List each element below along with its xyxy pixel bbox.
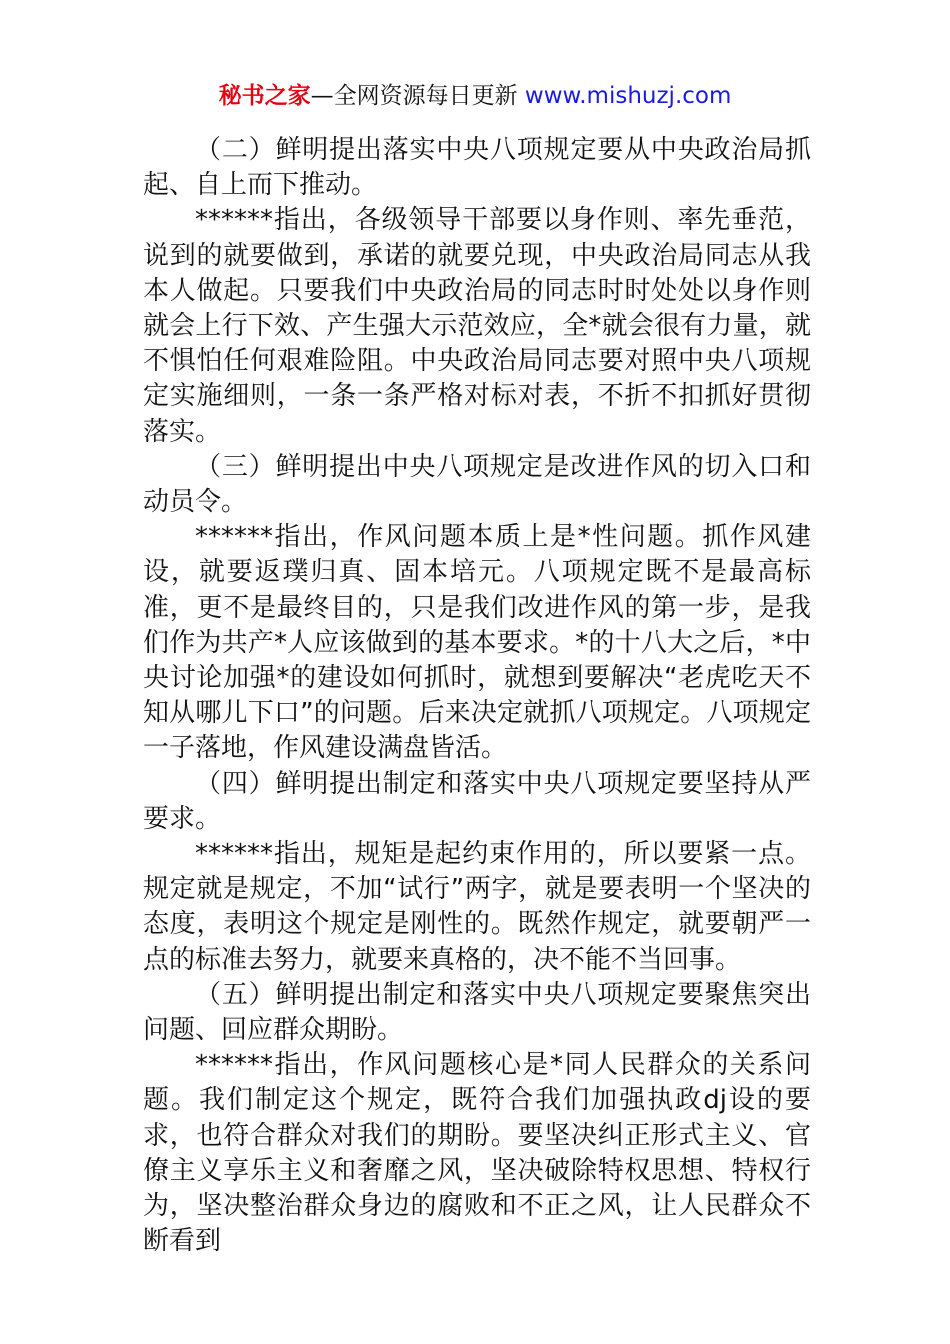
- site-url[interactable]: www.mishuzj.com: [524, 83, 732, 109]
- paragraph-heading-5: （五）鲜明提出制定和落实中央八项规定要聚焦突出问题、回应群众期盼。: [143, 979, 811, 1046]
- brand-name: 秘书之家: [218, 83, 311, 109]
- header-slogan: 全网资源每日更新: [333, 83, 525, 109]
- paragraph-body-2: ******指出，各级领导干部要以身作则、率先垂范，说到的就要做到，承诺的就要兑现，中央政治局同志从我本人做起。只要我们中央政治局的同志时时处处以身作则就会上行下效、产生强大示范效应，全*就会很有力量，就不惧怕任何艰难险阻。中央政治局同志要对照中央八项规定实施细则，一条一条严格对标对表，不折不扣抓好贯彻落实。: [143, 205, 811, 447]
- document-body: [143, 133, 811, 1260]
- page-header: [0, 80, 950, 112]
- paragraph-body-5: ******指出，作风问题核心是*同人民群众的关系问题。我们制定这个规定，既符合我们加强执政dj设的要求，也符合群众对我们的期盼。要坚决纠正形式主义、官僚主义享乐主义和奢靡之风，坚决破除特权思想、特权行为，坚决整治群众身边的腐败和不正之风，让人民群众不断看到: [143, 1050, 811, 1257]
- paragraph-body-3: ******指出，作风问题本质上是*性问题。抓作风建设，就要返璞归真、固本培元。八项规定既不是最高标准，更不是最终目的，只是我们改进作风的第一步，是我们作为共产*人应该做到的基本要求。*的十八大之后，*中央讨论加强*的建设如何抓时，就想到要解决“老虎吃天不知从哪儿下口”的问题。后来决定就抓八项规定。八项规定一子落地，作风建设满盘皆活。: [143, 522, 811, 764]
- paragraph-heading-4: （四）鲜明提出制定和落实中央八项规定要坚持从严要求。: [143, 768, 811, 834]
- header-dash: —: [310, 83, 334, 109]
- paragraph-body-4: ******指出，规矩是起约束作用的，所以要紧一点。规定就是规定，不加“试行”两字，就是要表明一个坚决的态度，表明这个规定是刚性的。既然作规定，就要朝严一点的标准去努力，就要来真格的，决不能不当回事。: [143, 839, 811, 975]
- paragraph-heading-2: （二）鲜明提出落实中央八项规定要从中央政治局抓起、自上而下推动。: [143, 135, 811, 201]
- paragraph-heading-3: （三）鲜明提出中央八项规定是改进作风的切入口和动员令。: [143, 451, 811, 518]
